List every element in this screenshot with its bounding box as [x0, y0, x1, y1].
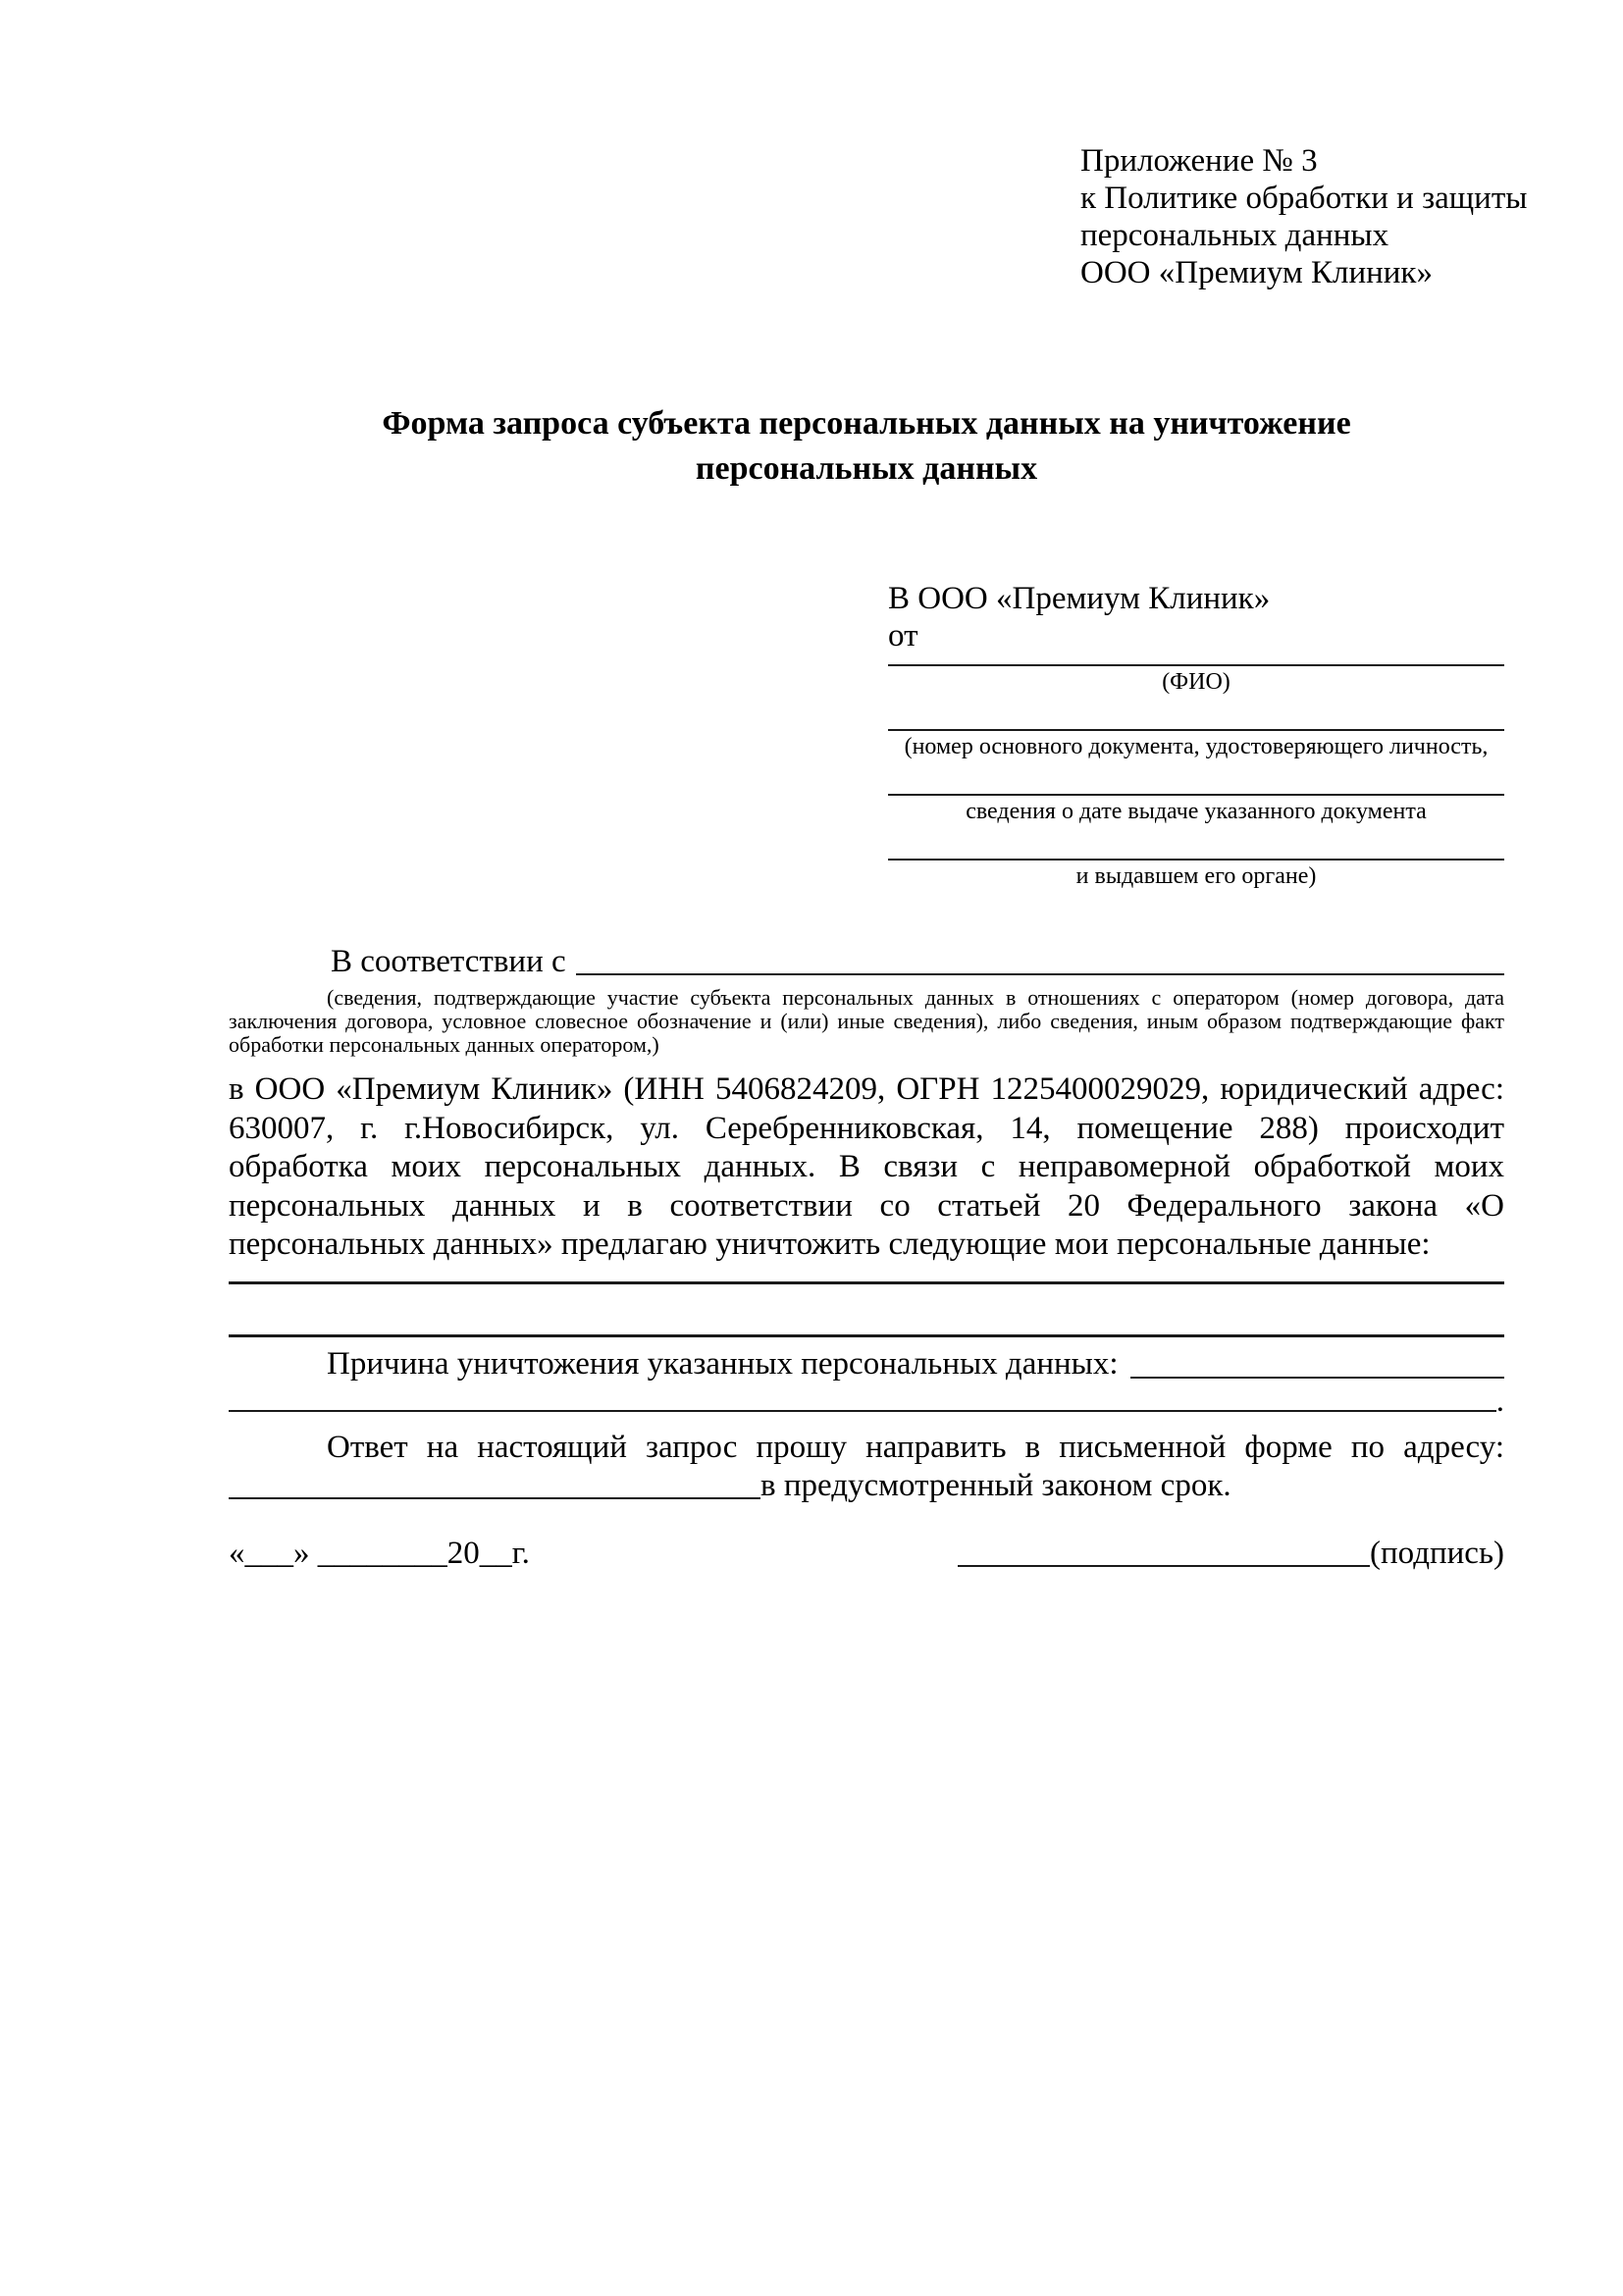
- paragraph-indent: [229, 943, 331, 980]
- main-paragraph: в ООО «Премиум Клиник» (ИНН 5406824209, ОГРН 1225400029029, юридический адрес: 630007, г. г.Новосибирск, ул. Серебренниковская, 14, помещение 288) происходит обработка моих персональных данных. В связи с неправомерной обработкой моих персональных данных и в соответствии со статьей 20 Федерального закона «О персональных данных» предлагаю уничтожить следующие мои персональные данные:: [229, 1071, 1504, 1262]
- addressee-to: В ООО «Премиум Клиник»: [888, 581, 1271, 616]
- fio-caption: (ФИО): [1162, 669, 1230, 695]
- issuing-authority-blank-line: [888, 859, 1504, 861]
- according-label: В соответствии с: [331, 944, 566, 979]
- appendix-note: [1080, 142, 1528, 291]
- document-title-line-2: персональных данных: [695, 450, 1038, 487]
- document-number-field: [888, 729, 1504, 760]
- date-signature-row: [229, 1535, 1504, 1573]
- issue-date-caption: сведения о дате выдаче указанного документа: [966, 799, 1427, 824]
- appendix-note-line: Приложение № 3: [1080, 143, 1318, 179]
- issue-date-blank-line: [888, 794, 1504, 796]
- response-paragraph: Ответ на настоящий запрос прошу направить в письменной форме по адресу:: [327, 1429, 1504, 1465]
- addressee-from-label: от: [888, 618, 918, 653]
- document-title: [229, 401, 1504, 492]
- document-number-caption: (номер основного документа, удостоверяющего личность,: [904, 734, 1489, 759]
- signature-caption: (подпись): [1370, 1535, 1504, 1571]
- appendix-note-line: к Политике обработки и защиты: [1080, 181, 1528, 216]
- signature-blank-line: [958, 1565, 1370, 1567]
- signature-group: [958, 1535, 1504, 1573]
- response-address-row: [229, 1467, 1504, 1505]
- address-blank-line: [229, 1467, 760, 1499]
- reason-blank-line: [1130, 1345, 1504, 1379]
- document-title-line-1: Форма запроса субъекта персональных данных на уничтожение: [382, 405, 1351, 442]
- fio-field: [888, 664, 1504, 696]
- appendix-note-line: ООО «Премиум Клиник»: [1080, 255, 1433, 290]
- issuing-authority-field: [888, 859, 1504, 890]
- fio-blank-line: [888, 664, 1504, 666]
- addressee-block: [888, 580, 1504, 890]
- according-row: [229, 943, 1504, 980]
- reason-period: .: [1495, 1383, 1504, 1419]
- reason-blank-line-2: [229, 1410, 1496, 1412]
- according-note: (сведения, подтверждающие участие субъекта персональных данных в отношениях с оператором (номер договора, дата заключения договора, условное словесное обозначение и (или) иные сведения), либо сведения, иным образом подтверждающие факт обработки персональных данных оператором,): [229, 985, 1504, 1057]
- personal-data-blank-line-2: [229, 1284, 1504, 1337]
- document-number-blank-line: [888, 729, 1504, 731]
- date-template: «___» ________20__г.: [229, 1535, 530, 1571]
- reason-label: Причина уничтожения указанных персональных данных:: [327, 1345, 1119, 1382]
- appendix-note-line: персональных данных: [1080, 218, 1389, 253]
- reason-row: [229, 1345, 1504, 1383]
- reason-continuation-row: [229, 1383, 1504, 1419]
- personal-data-blank-line-1: [229, 1265, 1504, 1284]
- response-suffix: в предусмотренный законом срок.: [760, 1467, 1231, 1503]
- according-blank-line: [576, 943, 1504, 975]
- issuing-authority-caption: и выдавшем его органе): [1075, 863, 1317, 889]
- issue-date-field: [888, 794, 1504, 825]
- paragraph-indent: [229, 1345, 327, 1383]
